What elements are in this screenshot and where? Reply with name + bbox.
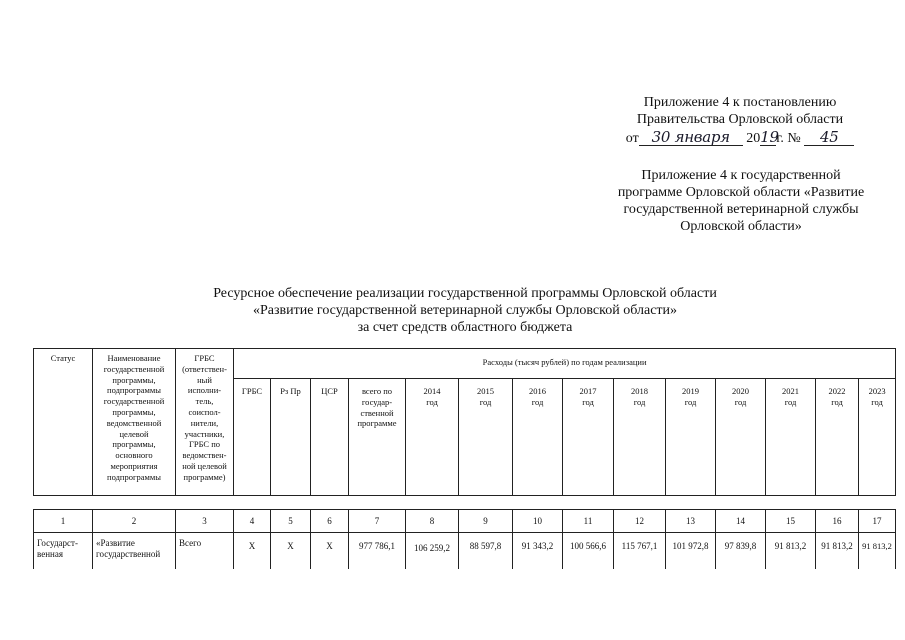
column-number: 15	[766, 510, 816, 533]
appendix-resolution-line2: Правительства Орловской области	[636, 112, 844, 127]
appendix-program-block	[596, 167, 886, 235]
column-number: 8	[406, 510, 459, 533]
title-line2: «Развитие государственной ветеринарной службы Орловской области»	[252, 303, 678, 318]
date-prefix: от	[625, 131, 639, 146]
header-year-2023: 2023 год	[859, 379, 896, 496]
cell-total: 977 786,1	[349, 533, 406, 569]
cell-csr: X	[311, 533, 349, 569]
column-number: 10	[513, 510, 563, 533]
cell-2018: 115 767,1	[614, 533, 666, 569]
handwritten-date: 30 января	[639, 129, 743, 146]
header-year-2017: 2017 год	[563, 379, 614, 496]
header-year-2014: 2014 год	[406, 379, 459, 496]
column-number: 14	[716, 510, 766, 533]
handwritten-number: 45	[804, 129, 854, 146]
column-number: 12	[614, 510, 666, 533]
document-title	[165, 285, 765, 336]
cell-sub-grbs: X	[234, 533, 271, 569]
header-sub-total: всего по государ- ственной программе	[349, 379, 406, 496]
column-number: 1	[34, 510, 93, 533]
header-year-2018: 2018 год	[614, 379, 666, 496]
appendix-program-line4: Орловской области»	[680, 219, 802, 234]
column-number-row	[34, 510, 896, 533]
title-line3: за счет средств областного бюджета	[357, 320, 573, 335]
column-number: 13	[666, 510, 716, 533]
column-number: 3	[176, 510, 234, 533]
column-number: 4	[234, 510, 271, 533]
resolution-date-line	[600, 129, 880, 147]
resource-table-header	[33, 348, 896, 496]
header-year-2016: 2016 год	[513, 379, 563, 496]
cell-2014: 106 259,2	[406, 533, 459, 569]
header-year-2015: 2015 год	[459, 379, 513, 496]
header-status: Статус	[34, 349, 93, 496]
number-prefix: г. №	[776, 131, 801, 146]
column-number: 6	[311, 510, 349, 533]
header-sub-csr: ЦСР	[311, 379, 349, 496]
header-year-2022: 2022 год	[816, 379, 859, 496]
cell-2015: 88 597,8	[459, 533, 513, 569]
column-number: 2	[93, 510, 176, 533]
appendix-resolution-block	[600, 94, 880, 147]
header-sub-rzpr: Рз Пр	[271, 379, 311, 496]
appendix-program-line2: программе Орловской области «Развитие	[617, 185, 865, 200]
appendix-program-line1: Приложение 4 к государственной	[641, 168, 841, 183]
header-sub-grbs: ГРБС	[234, 379, 271, 496]
cell-2019: 101 972,8	[666, 533, 716, 569]
title-line1: Ресурсное обеспечение реализации государственной программы Орловской области	[213, 286, 717, 301]
header-year-2021: 2021 год	[766, 379, 816, 496]
cell-2020: 97 839,8	[716, 533, 766, 569]
appendix-resolution-line1: Приложение 4 к постановлению	[643, 95, 837, 110]
cell-2021: 91 813,2	[766, 533, 816, 569]
cell-2023: 91 813,2	[859, 533, 896, 569]
header-year-2019: 2019 год	[666, 379, 716, 496]
header-year-2020: 2020 год	[716, 379, 766, 496]
cell-2022: 91 813,2	[816, 533, 859, 569]
column-number: 5	[271, 510, 311, 533]
cell-2016: 91 343,2	[513, 533, 563, 569]
header-name: Наименование государственной программы, подпрограммы государственной программы, ведомственной целевой программы, основного мероприятия подпрограммы	[93, 349, 176, 496]
table-row	[34, 533, 896, 569]
cell-grbs: Всего	[176, 533, 234, 569]
header-expenses: Расходы (тысяч рублей) по годам реализации	[234, 349, 896, 379]
cell-status: Государст- венная	[34, 533, 93, 569]
column-number: 16	[816, 510, 859, 533]
column-number: 17	[859, 510, 896, 533]
cell-2017: 100 566,6	[563, 533, 614, 569]
year-prefix: 20	[746, 131, 761, 146]
header-grbs: ГРБС (ответствен- ный исполни- тель, соиспол- нители, участники, ГРБС по ведомствен- ной целевой программе)	[176, 349, 234, 496]
cell-program-name: «Развитие государственной	[93, 533, 176, 569]
column-number: 11	[563, 510, 614, 533]
column-number: 9	[459, 510, 513, 533]
resource-table-body	[33, 509, 896, 569]
appendix-program-line3: государственной ветеринарной службы	[623, 202, 859, 217]
handwritten-year: 19	[760, 128, 779, 146]
cell-rzpr: X	[271, 533, 311, 569]
column-number: 7	[349, 510, 406, 533]
